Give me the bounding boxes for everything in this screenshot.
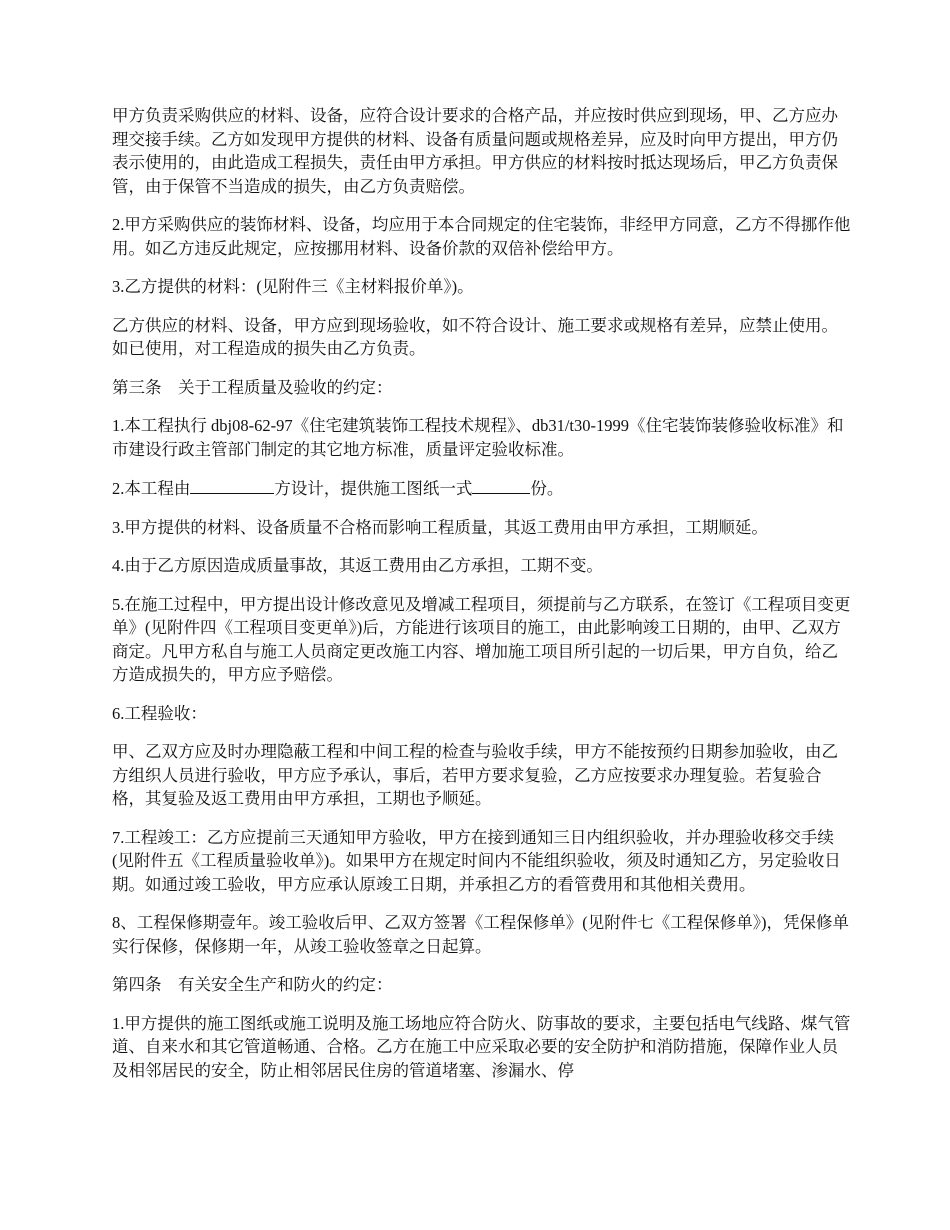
paragraph-clause-3-contractor-materials: 3.乙方提供的材料：(见附件三《主材料报价单》)。 [112, 277, 474, 296]
paragraph-owner-material-defects: 3.甲方提供的材料、设备质量不合格而影响工程质量，其返工费用由甲方承担，工期顺延。 [112, 517, 768, 537]
design-party-text-end: 份。 [530, 479, 564, 498]
design-party-text-middle: 方设计，提供施工图纸一式 [274, 479, 473, 498]
paragraph-design-changes: 5.在施工过程中，甲方提出设计修改意见及增减工程项目，须提前与乙方联系，在签订《工程项目变更单》(见附件四《工程项目变更单》)后，方能进行该项目的施工，由此影响竣工日期的，由甲、乙双方商定。凡甲方私自与施工人员商定更改施工内容、增加施工项目所引起的一切后果，甲方自负，给乙方造成损失的，甲方应予赔偿。 [112, 594, 851, 684]
paragraph-material-acceptance: 乙方供应的材料、设备，甲方应到现场验收，如不符合设计、施工要求或规格有差异，应禁止使用。如已使用，对工程造成的损失由乙方负责。 [112, 315, 838, 358]
section-heading-article-4: 第四条 有关安全生产和防火的约定： [112, 975, 393, 994]
paragraph-contractor-quality-accidents: 4.由于乙方原因造成质量事故，其返工费用由乙方承担，工期不变。 [112, 556, 603, 575]
paragraph-warranty: 8、工程保修期壹年。竣工验收后甲、乙双方签署《工程保修单》(见附件七《工程保修单》)，凭保修单实行保修，保修期一年，从竣工验收签章之日起算。 [112, 913, 849, 956]
paragraph-quality-standards: 1.本工程执行 dbj08-62-97《住宅建筑装饰工程技术规程》、db31/t30-1999《住宅装饰装修验收标准》和市建设行政主管部门制定的其它地方标准，质量评定验收标准。 [112, 416, 844, 459]
paragraph-project-acceptance-title: 6.工程验收： [112, 703, 207, 723]
section-heading-article-3: 第三条 关于工程质量及验收的约定： [112, 377, 393, 397]
paragraph-hidden-works-inspection: 甲、乙双方应及时办理隐蔽工程和中间工程的检查与验收手续，甲方不能按预约日期参加验收，由乙方组织人员进行验收，甲方应予承认，事后，若甲方要求复验，乙方应按要求办理复验。若复验合格，其复验及返工费用由甲方承担，工期也予顺延。 [112, 742, 838, 808]
design-party-text-start: 2.本工程由 [112, 479, 191, 498]
paragraph-clause-2-material-use: 2.甲方采购供应的装饰材料、设备，均应用于本合同规定的住宅装饰，非经甲方同意，乙方不得挪作他用。如乙方违反此规定，应按挪用材料、设备价款的双倍补偿给甲方。 [112, 215, 851, 258]
document-page [112, 104, 852, 1097]
paragraph-safety-fire-prevention: 1.甲方提供的施工图纸或施工说明及施工场地应符合防火、防事故的要求，主要包括电气线路、煤气管道、自来水和其它管道畅通、合格。乙方在施工中应采取必要的安全防护和消防措施，保障作业人员及相邻居民的安全，防止相邻居民住房的管道堵塞、渗漏水、停 [112, 1013, 851, 1080]
paragraph-project-completion: 7.工程竣工：乙方应提前三天通知甲方验收，甲方在接到通知三日内组织验收，并办理验收移交手续(见附件五《工程质量验收单》)。如果甲方在规定时间内不能组织验收，须及时通知乙方，另定验收日期。如通过竣工验收，甲方应承认原竣工日期，并承担乙方的看管费用和其他相关费用。 [112, 827, 841, 894]
paragraph-design-party [112, 476, 852, 501]
designer-blank-field [190, 476, 274, 494]
copies-blank-field [472, 476, 530, 494]
paragraph-material-supply: 甲方负责采购供应的材料、设备，应符合设计要求的合格产品，并应按时供应到现场，甲、乙方应办理交接手续。乙方如发现甲方提供的材料、设备有质量问题或规格差异，应及时向甲方提出，甲方仍表示使用的，由此造成工程损失，责任由甲方承担。甲方供应的材料按时抵达现场后，甲乙方负责保管，由于保管不当造成的损失，由乙方负责赔偿。 [112, 106, 838, 196]
